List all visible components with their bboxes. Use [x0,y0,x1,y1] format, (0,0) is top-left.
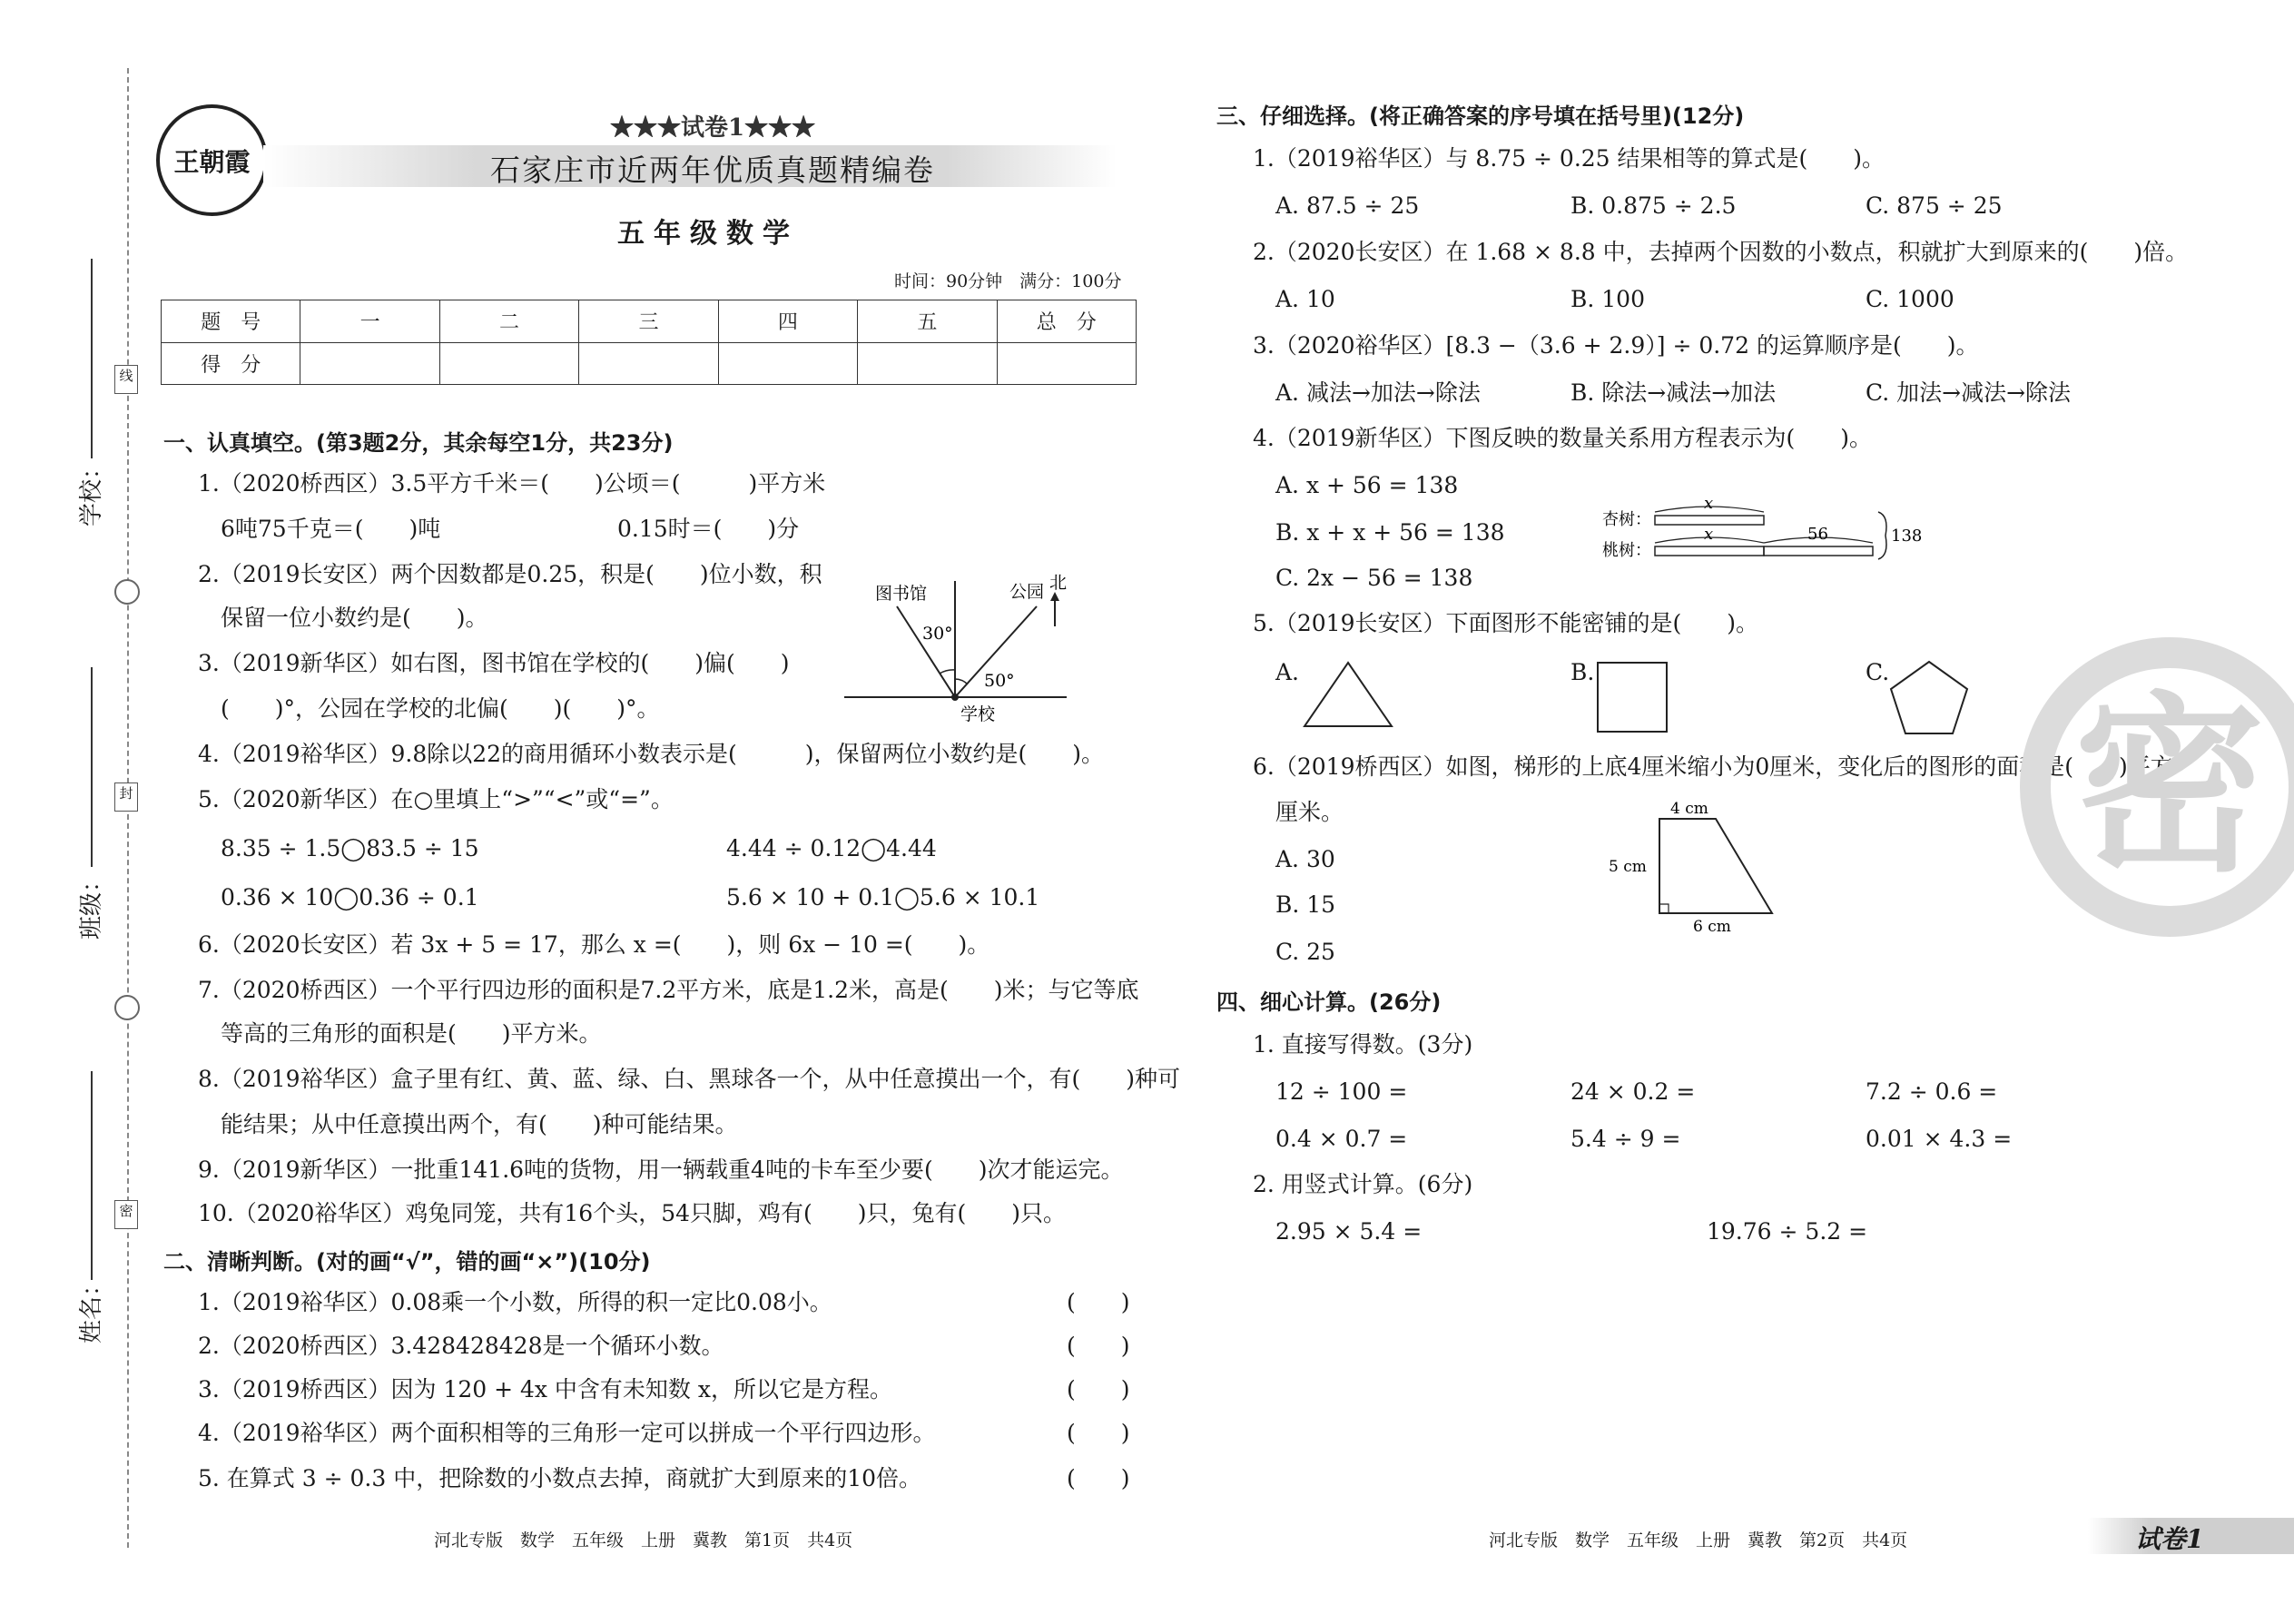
s2-item: 4.（2019裕华区）两个面积相等的三角形一定可以拼成一个平行四边形。 [198,1420,936,1446]
s3-option: C. 1000 [1866,286,1954,312]
name-label: 姓名： [78,1272,105,1343]
score-header-row [162,300,1137,343]
s1-q5b: 4.44 ÷ 0.12◯4.44 [726,835,937,861]
s4-calc: 24 × 0.2 = [1570,1078,1696,1105]
label-56: 56 [1807,525,1828,544]
section2-title: 二、清晰判断。(对的画“√”，错的画“×”)(10分) [163,1249,651,1275]
s3-option: C. [1866,659,1890,685]
angle-arc-50 [955,679,968,684]
score-input-cell[interactable] [718,342,857,385]
score-cell: 四 [718,300,857,343]
s4-calc: 7.2 ÷ 0.6 = [1866,1078,1998,1105]
label-north: 北 [1049,573,1068,593]
s4-calc: 0.4 × 0.7 = [1275,1126,1408,1152]
s1-q2a: 2.（2019长安区）两个因数都是0.25，积是( )位小数，积 [198,561,822,587]
peach-bar-56 [1764,546,1873,556]
s2-answer-paren[interactable]: ( ) [1067,1465,1130,1491]
s1-q3a: 3.（2019新华区）如右图，图书馆在学校的( )偏( ) [198,650,790,676]
label-bottom: 6 cm [1693,918,1731,935]
s1-q1c: 0.15时＝( )分 [617,516,800,542]
binding-mark-line: 线 [114,365,138,394]
s3-option: C. 875 ÷ 25 [1866,192,2003,219]
score-label-cell: 得 分 [162,342,300,385]
paper-title: 石家庄市近两年优质真题精编卷 [490,153,935,188]
s3-option: A. 87.5 ÷ 25 [1275,192,1420,219]
s2-item: 5. 在算式 3 ÷ 0.3 中，把除数的小数点去掉，商就扩大到原来的10倍。 [198,1465,922,1491]
trapezoid-shape [1659,819,1772,913]
class-line [91,667,93,867]
s4-vertical-calc: 2.95 × 5.4 = [1275,1218,1423,1245]
brace-138 [1878,512,1886,559]
s1-q6: 6.（2020长安区）若 3x + 5 = 17，那么 x =( )，则 6x − 10 =( )。 [198,931,990,958]
s1-q3b: ( )°，公园在学校的北偏( )( )°。 [221,695,660,722]
s4-calc: 12 ÷ 100 = [1275,1078,1408,1105]
s2-item: 3.（2019桥西区）因为 120 + 4x 中含有未知数 x，所以它是方程。 [198,1376,892,1403]
s4-p2: 2. 用竖式计算。(6分) [1253,1171,1473,1197]
s1-q5: 5.（2020新华区）在○里填上“>”“<”或“=”。 [198,786,674,812]
score-input-cell[interactable] [858,342,997,385]
s1-q1a: 1.（2020桥西区）3.5平方千米＝( )公顷＝( )平方米 [198,470,826,497]
peach-bar-x [1655,546,1764,556]
section1-title: 一、认真填空。(第3题2分，其余每空1分，共23分) [163,430,674,456]
label-angle-30: 30° [922,624,953,644]
score-cell: 总 分 [997,300,1136,343]
s2-item: 1.（2019裕华区）0.08乘一个小数，所得的积一定比0.08小。 [198,1289,832,1315]
pentagon-shape [1888,659,1970,737]
s1-q5c: 0.36 × 10◯0.36 ÷ 0.1 [221,884,479,910]
s3-option: C. 2x − 56 = 138 [1275,565,1473,591]
score-cell: 三 [579,300,718,343]
s3-option: C. 加法→减法→除法 [1866,379,2072,406]
binding-mark-secret: 密 [114,1200,138,1229]
binding-dot-icon [114,995,140,1020]
label-angle-50: 50° [984,671,1015,691]
s3-q4: 4.（2019新华区）下图反映的数量关系用方程表示为( )。 [1253,425,1872,451]
label-top: 4 cm [1670,800,1708,818]
s1-q9: 9.（2019新华区）一批重141.6吨的货物，用一辆载重4吨的卡车至少要( )次才能运完。 [198,1156,1124,1183]
s3-option: B. 100 [1570,286,1645,312]
angle-arc-30 [940,670,955,674]
paper-badge: ★★★试卷1★★★ [610,114,816,142]
label-138: 138 [1891,527,1923,546]
s3-option: B. 0.875 ÷ 2.5 [1570,192,1737,219]
s3-option: A. 10 [1275,286,1335,312]
label-apricot: 杏树： [1602,510,1651,529]
s1-q1b: 6吨75千克＝( )吨 [221,516,441,542]
s3-option: A. [1275,659,1300,685]
s2-answer-paren[interactable]: ( ) [1067,1289,1130,1315]
s1-q4: 4.（2019裕华区）9.8除以22的商用循环小数表示是( )，保留两位小数约是( )。 [198,741,1105,767]
label-school: 学校 [960,704,996,724]
binding-mark-seal: 封 [114,782,138,812]
footer-tag: 试卷1 [2135,1524,2204,1554]
school-point [951,694,959,701]
s3-option: A. 减法→加法→除法 [1275,379,1481,406]
s3-option: A. 30 [1275,846,1335,872]
s1-q5d: 5.6 × 10 + 0.1◯5.6 × 10.1 [726,884,1040,910]
score-input-cell[interactable] [439,342,578,385]
label-peach: 桃树： [1602,541,1651,560]
s3-q5: 5.（2019长安区）下面图形不能密铺的是( )。 [1253,610,1758,636]
name-line [91,1071,93,1280]
section4-title: 四、细心计算。(26分) [1216,989,1442,1015]
score-cell: 五 [858,300,997,343]
s3-q2: 2.（2020长安区）在 1.68 × 8.8 中，去掉两个因数的小数点，积就扩大到原来的( )倍。 [1253,239,2189,265]
s3-q3: 3.（2020裕华区）[8.3 −（3.6 + 2.9）] ÷ 0.72 的运算顺序是( )。 [1253,332,1979,359]
s2-answer-paren[interactable]: ( ) [1067,1376,1130,1403]
s4-vertical-calc: 19.76 ÷ 5.2 = [1707,1218,1868,1245]
s2-answer-paren[interactable]: ( ) [1067,1333,1130,1359]
label-x-bottom: x [1704,525,1714,544]
s4-calc: 0.01 × 4.3 = [1866,1126,2013,1152]
s3-q6b: 厘米。 [1275,799,1344,825]
secret-seal-watermark [2020,637,2294,937]
school-label: 学校： [78,455,105,527]
score-cell: 二 [439,300,578,343]
label-library: 图书馆 [875,584,928,604]
direction-diagram [835,570,1071,724]
square-shape [1596,661,1669,733]
s3-option: A. x + 56 = 138 [1275,472,1459,498]
label-x-top: x [1704,497,1714,513]
label-park: 公园 [1009,582,1045,602]
s2-answer-paren[interactable]: ( ) [1067,1420,1130,1446]
library-ray [897,606,955,697]
s3-q1: 1.（2019裕华区）与 8.75 ÷ 0.25 结果相等的算式是( )。 [1253,145,1885,172]
apricot-bar [1655,516,1764,525]
label-left: 5 cm [1609,858,1647,876]
section3-title: 三、仔细选择。(将正确答案的序号填在括号里)(12分) [1216,103,1745,129]
s1-q7a: 7.（2020桥西区）一个平行四边形的面积是7.2平方米，底是1.2米，高是( )米；与它等底 [198,977,1139,1003]
class-label: 班级： [78,868,105,940]
s3-option: B. [1570,659,1595,685]
s3-option: C. 25 [1275,939,1335,965]
footer-right: 河北专版 数学 五年级 上册 冀教 第2页 共4页 [1489,1530,1908,1550]
bar-model-diagram [1602,497,1929,570]
s1-q8b: 能结果；从中任意摸出两个，有( )种可能结果。 [221,1111,738,1137]
s2-item: 2.（2020桥西区）3.428428428是一个循环小数。 [198,1333,724,1359]
binding-dot-icon [114,579,140,605]
s1-q10: 10.（2020裕华区）鸡兔同笼，共有16个头，54只脚，鸡有( )只，兔有( )只。 [198,1200,1067,1226]
score-cell: 一 [300,300,439,343]
s1-q7b: 等高的三角形的面积是( )平方米。 [221,1020,602,1047]
s4-p1: 1. 直接写得数。(3分) [1253,1031,1473,1058]
s1-q2b: 保留一位小数约是( )。 [221,605,488,631]
s3-option: B. 除法→减法→加法 [1570,379,1777,406]
score-table [161,300,1137,385]
s3-option: B. x + x + 56 = 138 [1275,519,1505,546]
s3-q6a: 6.（2019桥西区）如图，梯形的上底4厘米缩小为0厘米，变化后的图形的面积是( )平方 [1253,753,2173,780]
trapezoid-diagram [1607,799,1788,935]
score-cell: 题 号 [162,300,300,343]
s1-q8a: 8.（2019裕华区）盒子里有红、黄、蓝、绿、白、黑球各一个，从中任意摸出一个，有( )种可 [198,1066,1180,1092]
score-value-row [162,342,1137,385]
brand-logo-text: 王朝霞 [173,146,251,177]
time-info: 时间：90分钟 满分：100分 [894,271,1122,291]
footer-left: 河北专版 数学 五年级 上册 冀教 第1页 共4页 [434,1530,853,1550]
triangle-shape [1303,661,1393,730]
right-angle-mark [1659,904,1669,913]
subject-title: 五年级数学 [617,218,799,250]
s1-q5a: 8.35 ÷ 1.5◯83.5 ÷ 15 [221,835,479,861]
secret-seal-text: 密 [2073,675,2265,898]
brand-logo [156,104,268,216]
score-input-cell[interactable] [300,342,439,385]
north-arrow-head [1050,592,1059,601]
score-input-cell[interactable] [997,342,1136,385]
s4-calc: 5.4 ÷ 9 = [1570,1126,1681,1152]
s3-option: B. 15 [1275,891,1336,918]
school-line [91,259,93,458]
score-input-cell[interactable] [579,342,718,385]
